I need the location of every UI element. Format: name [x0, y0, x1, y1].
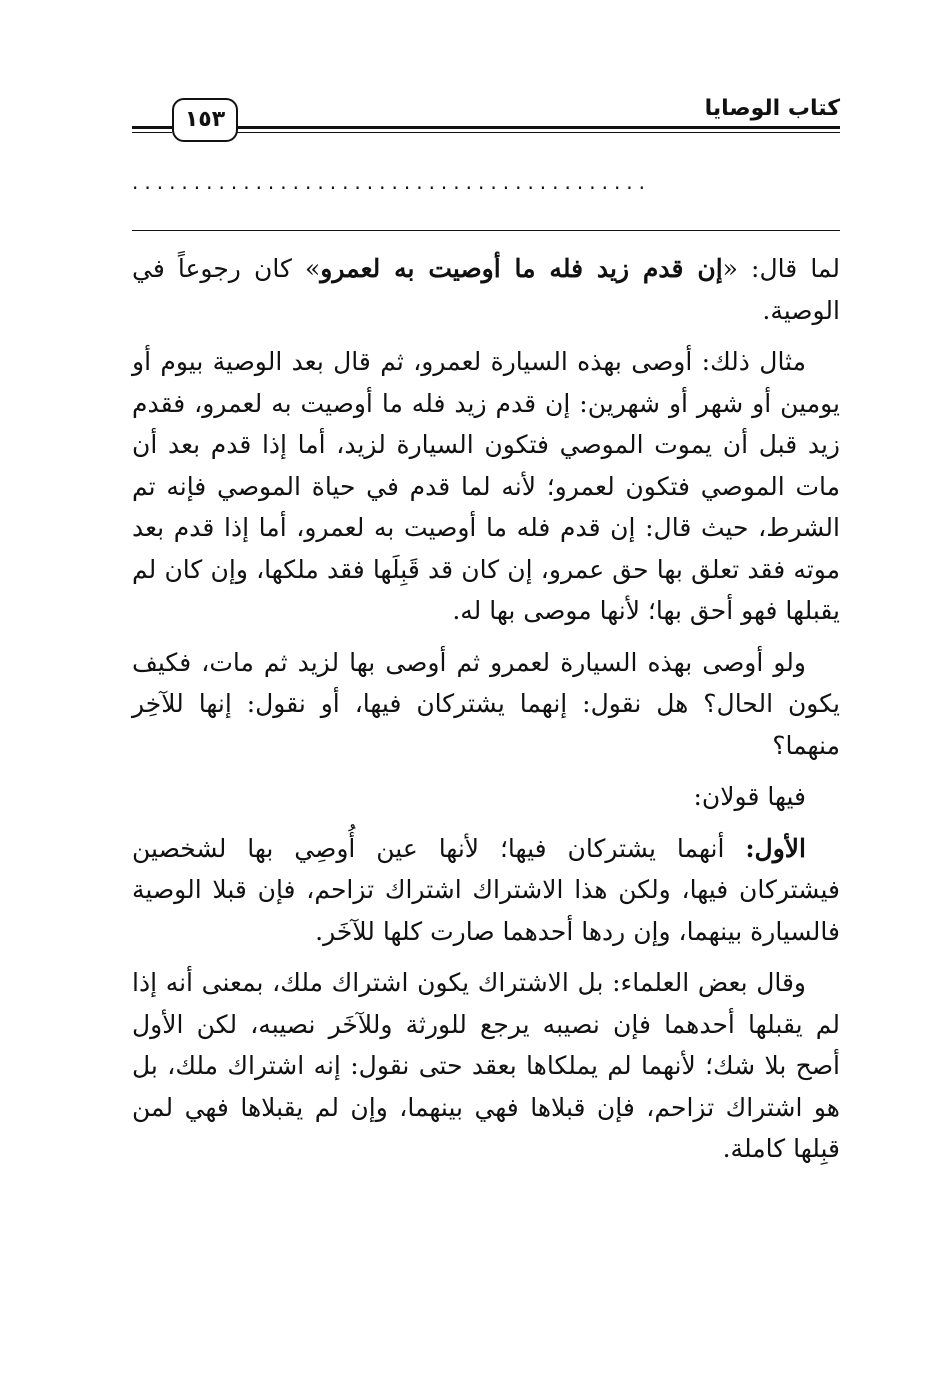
dotted-separator: .......................................... [132, 170, 652, 194]
bold-text-span: إن قدم زيد فله ما أوصيت به لعمرو [320, 254, 723, 283]
footnote-divider [132, 230, 840, 231]
paragraph [132, 248, 840, 331]
header-rule-thin [236, 132, 840, 133]
text-span: وقال بعض العلماء: بل الاشتراك يكون اشتراك ملك، بمعنى أنه إذا لم يقبلها أحدهما فإن نصيبه يرجع للورثة وللآخَر نصيبه، لكن الأول أصح بلا شك؛ لأنهما لم يملكاها بعقد حتى نقول: إنه اشتراك ملك، بل هو اشتراك تزاحم، فإن قبلاها فهي بينهما، وإن لم يقبلاها فهي لمن قبِلها كاملة. [132, 968, 840, 1163]
text-span: لما قال: « [722, 254, 841, 283]
text-span: فيها قولان: [693, 782, 806, 811]
running-title: كتاب الوصايا [704, 96, 840, 121]
header-rule-thick [236, 126, 840, 129]
text-span: أنهما يشتركان فيها؛ لأنها عين أُوصِي بها لشخصين فيشتركان فيها، ولكن هذا الاشتراك اشتراك تزاحم، فإن قبلا الوصية فالسيارة بينهما، وإن ردها أحدهما صارت كلها للآخَر. [132, 833, 840, 946]
main-text [132, 248, 840, 1180]
page-number: ١٥٣ [172, 98, 238, 142]
paragraph [132, 341, 840, 632]
paragraph [132, 776, 840, 818]
text-span: ولو أوصى بهذه السيارة لعمرو ثم أوصى بها لزيد ثم مات، فكيف يكون الحال؟ هل نقول: إنهما يشتركان فيها، أو نقول: إنها للآخِر منهما؟ [132, 647, 840, 760]
header-rule-left-thin [132, 132, 172, 133]
header-rule-left-thick [132, 126, 172, 129]
paragraph [132, 642, 840, 767]
text-span: » كان رجوعاً في الوصية. [132, 254, 840, 325]
bold-text-span: الأول: [745, 833, 806, 863]
paragraph [132, 828, 840, 953]
paragraph [132, 962, 840, 1170]
text-span: مثال ذلك: أوصى بهذه السيارة لعمرو، ثم قال بعد الوصية بيوم أو يومين أو شهر أو شهرين: إن قدم زيد فله ما أوصيت به لعمرو، فقدم زيد قبل أن يموت الموصي فتكون السيارة لزيد، أما إذا قدم بعد أن مات الموصي فتكون لعمرو؛ لأنه لما قدم في حياة الموصي فإنه تم الشرط، حيث قال: إن قدم فله ما أوصيت به لعمرو، أما إذا قدم بعد موته فقد تعلق بها حق عمرو، إن كان قد قَبِلَها فقد ملكها، وإن كان لم يقبلها فهو أحق بها؛ لأنها موصى بها له. [132, 347, 840, 625]
page-header [132, 92, 840, 152]
